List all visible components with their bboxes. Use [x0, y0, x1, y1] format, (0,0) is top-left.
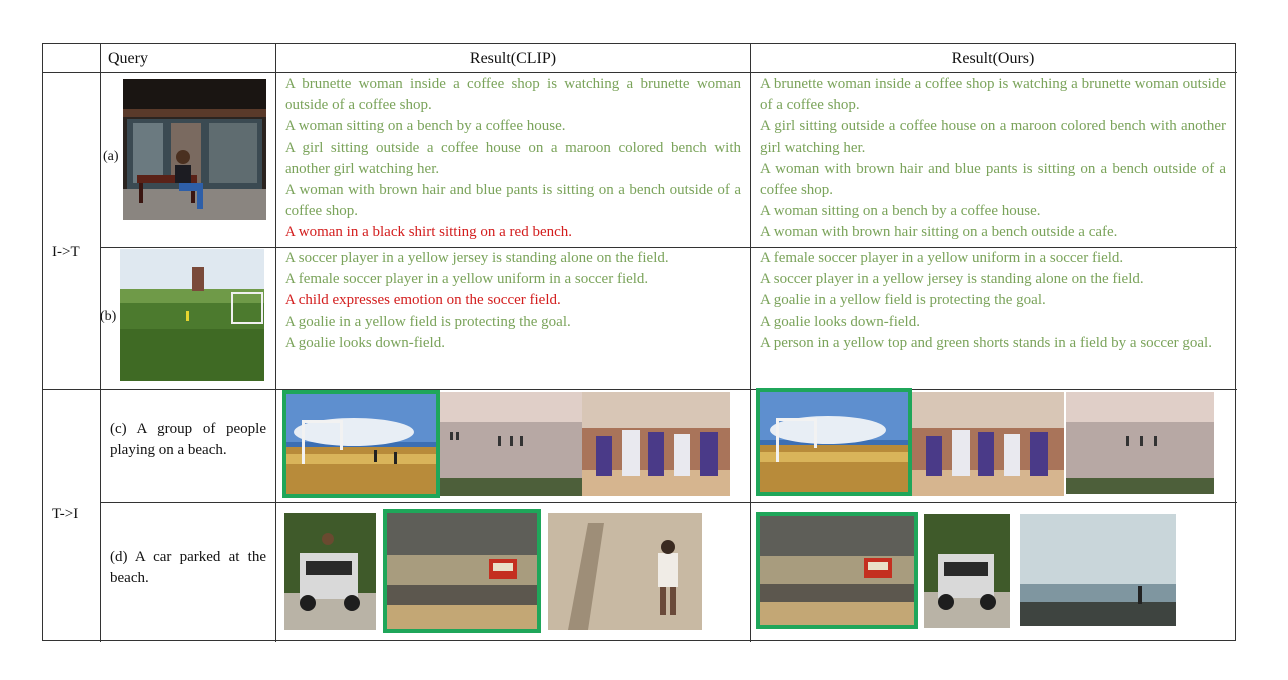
result-image-beach-goal-correct — [284, 392, 438, 496]
header-divider — [43, 72, 1237, 73]
caption: A goalie in a yellow field is protecting the goal. — [285, 313, 571, 330]
section-divider — [43, 389, 1237, 390]
caption: A woman sitting on a bench by a coffee house. — [285, 118, 566, 135]
clip-captions-b — [285, 248, 741, 354]
caption: A female soccer player in a yellow uniform in a soccer field. — [285, 271, 649, 288]
caption: A goalie looks down-field. — [285, 334, 445, 351]
row-label-a: (a) — [103, 149, 119, 164]
query-text-c: (c) A group of people playing on a beach. — [110, 421, 266, 458]
result-image-sand-steps — [548, 513, 702, 630]
col-divider-3 — [750, 44, 751, 642]
result-image-sea-waders — [1066, 392, 1214, 494]
caption: A person in a yellow top and green shorts stands in a field by a soccer goal. — [760, 334, 1212, 351]
result-image-beach-volleyball — [582, 392, 730, 496]
header-result-clip: Result(CLIP) — [469, 50, 557, 67]
col-divider-2 — [275, 44, 276, 642]
row-label-b: (b) — [100, 309, 117, 324]
result-image-car-on-beach-correct — [385, 511, 539, 631]
caption-incorrect: A woman in a black shirt sitting on a red bench. — [285, 224, 573, 241]
caption: A brunette woman inside a coffee shop is watching a brunette woman outside of a coffee shop. — [285, 76, 741, 114]
caption: A soccer player in a yellow jersey is standing alone on the field. — [760, 271, 1144, 288]
query-image-soccer-field — [120, 249, 264, 381]
result-image-sea-waders — [440, 392, 582, 496]
caption: A soccer player in a yellow jersey is standing alone on the field. — [285, 250, 669, 266]
section-label-t2i: T->I — [52, 506, 79, 522]
result-image-car-on-beach-correct — [758, 514, 916, 627]
caption: A goalie in a yellow field is protecting the goal. — [760, 292, 1046, 309]
col-divider-1 — [100, 44, 101, 642]
header-result-ours: Result(Ours) — [951, 50, 1035, 67]
caption: A girl sitting outside a coffee house on a maroon colored bench with another girl watching her. — [285, 139, 741, 177]
query-image-coffee-shop — [123, 79, 266, 220]
caption: A woman with brown hair and blue pants is sitting on a bench outside of a coffee shop. — [760, 160, 1226, 199]
ours-captions-a — [760, 74, 1226, 244]
caption: A woman with brown hair and blue pants is sitting on a bench outside of a coffee shop. — [285, 182, 741, 220]
caption-incorrect: A child expresses emotion on the soccer field. — [285, 292, 561, 309]
header-query: Query — [108, 50, 148, 67]
caption: A girl sitting outside a coffee house on a maroon colored bench with another girl watching her. — [760, 118, 1226, 156]
result-image-jeep-road — [284, 513, 376, 630]
result-image-jeep-road — [924, 514, 1010, 628]
result-image-beach-volleyball — [912, 392, 1064, 496]
result-image-beach-goal-correct — [758, 390, 910, 494]
result-image-person-on-shore — [1020, 514, 1176, 626]
query-text-d: (d) A car parked at the beach. — [110, 549, 266, 586]
caption: A goalie looks down-field. — [760, 313, 920, 330]
caption: A brunette woman inside a coffee shop is watching a brunette woman outside of a coffee shop. — [760, 76, 1226, 114]
caption: A female soccer player in a yellow uniform in a soccer field. — [760, 250, 1124, 266]
caption: A woman with brown hair sitting on a bench outside a cafe. — [760, 224, 1118, 241]
ours-captions-b — [760, 248, 1226, 354]
clip-captions-a — [285, 74, 741, 244]
caption: A woman sitting on a bench by a coffee house. — [760, 203, 1041, 220]
row-divider-cd — [100, 502, 1237, 503]
section-label-i2t: I->T — [52, 244, 80, 260]
